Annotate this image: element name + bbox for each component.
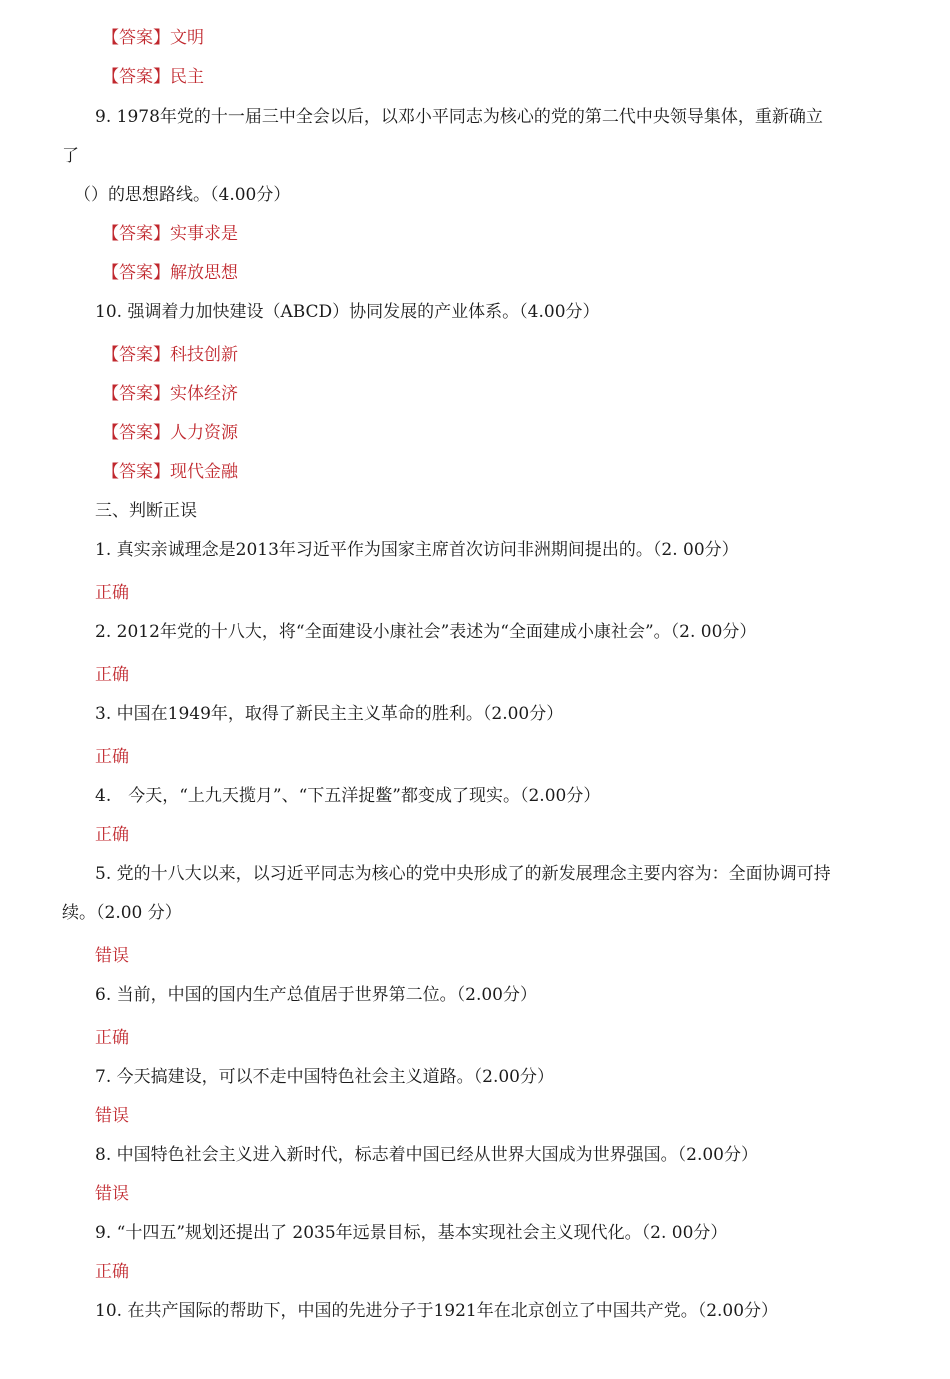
answer-option: 【答案】科技创新: [102, 345, 238, 365]
judgment-question-6: 6. 当前，中国的国内生产总值居于世界第二位。（2.00分）: [95, 985, 537, 1005]
judgment-answer-1: 正确: [95, 583, 129, 603]
judgment-answer-4: 正确: [95, 825, 129, 845]
answer-option: 【答案】民主: [102, 67, 204, 87]
judgment-question-4: 4. 今天，“上九天揽月”、“下五洋捉鳖”都变成了现实。（2.00分）: [95, 786, 601, 806]
judgment-question-8: 8. 中国特色社会主义进入新时代，标志着中国已经从世界大国成为世界强国。（2.00分）: [95, 1145, 758, 1165]
judgment-question-3: 3. 中国在1949年，取得了新民主主义革命的胜利。（2.00分）: [95, 704, 564, 724]
answer-option: 【答案】实事求是: [102, 224, 238, 244]
answer-option: 【答案】文明: [102, 28, 204, 48]
answer-option: 【答案】现代金融: [102, 462, 238, 482]
judgment-answer-2: 正确: [95, 665, 129, 685]
judgment-answer-3: 正确: [95, 747, 129, 767]
answer-option: 【答案】解放思想: [102, 263, 238, 283]
judgment-question-1: 1. 真实亲诚理念是2013年习近平作为国家主席首次访问非洲期间提出的。（2. 00分）: [95, 540, 739, 560]
question-10-text: 10. 强调着力加快建设（ABCD）协同发展的产业体系。（4.00分）: [95, 302, 600, 322]
judgment-question-5: 5. 党的十八大以来，以习近平同志为核心的党中央形成了的新发展理念主要内容为：全面协调可持: [95, 864, 831, 884]
judgment-answer-9: 正确: [95, 1262, 129, 1282]
judgment-answer-7: 错误: [95, 1106, 129, 1126]
judgment-answer-6: 正确: [95, 1028, 129, 1048]
judgment-answer-5: 错误: [95, 946, 129, 966]
question-9-text: 9. 1978年党的十一届三中全会以后，以邓小平同志为核心的党的第二代中央领导集体，重新确立: [95, 107, 823, 127]
judgment-question-10: 10. 在共产国际的帮助下，中国的先进分子于1921年在北京创立了中国共产党。（2.00分）: [95, 1301, 779, 1321]
section-title: 三、判断正误: [95, 501, 197, 521]
judgment-question-9: 9. “十四五”规划还提出了 2035年远景目标，基本实现社会主义现代化。（2. 00分）: [95, 1223, 728, 1243]
question-9-text-wrap: 了: [62, 146, 79, 166]
judgment-answer-8: 错误: [95, 1184, 129, 1204]
judgment-question-2: 2. 2012年党的十八大，将“全面建设小康社会”表述为“全面建成小康社会”。（2. 00分）: [95, 622, 757, 642]
judgment-question-5-cont: 续。（2.00 分）: [62, 903, 182, 923]
answer-option: 【答案】人力资源: [102, 423, 238, 443]
judgment-question-7: 7. 今天搞建设，可以不走中国特色社会主义道路。（2.00分）: [95, 1067, 554, 1087]
question-9-text-cont: （）的思想路线。（4.00分）: [74, 185, 291, 205]
answer-option: 【答案】实体经济: [102, 384, 238, 404]
